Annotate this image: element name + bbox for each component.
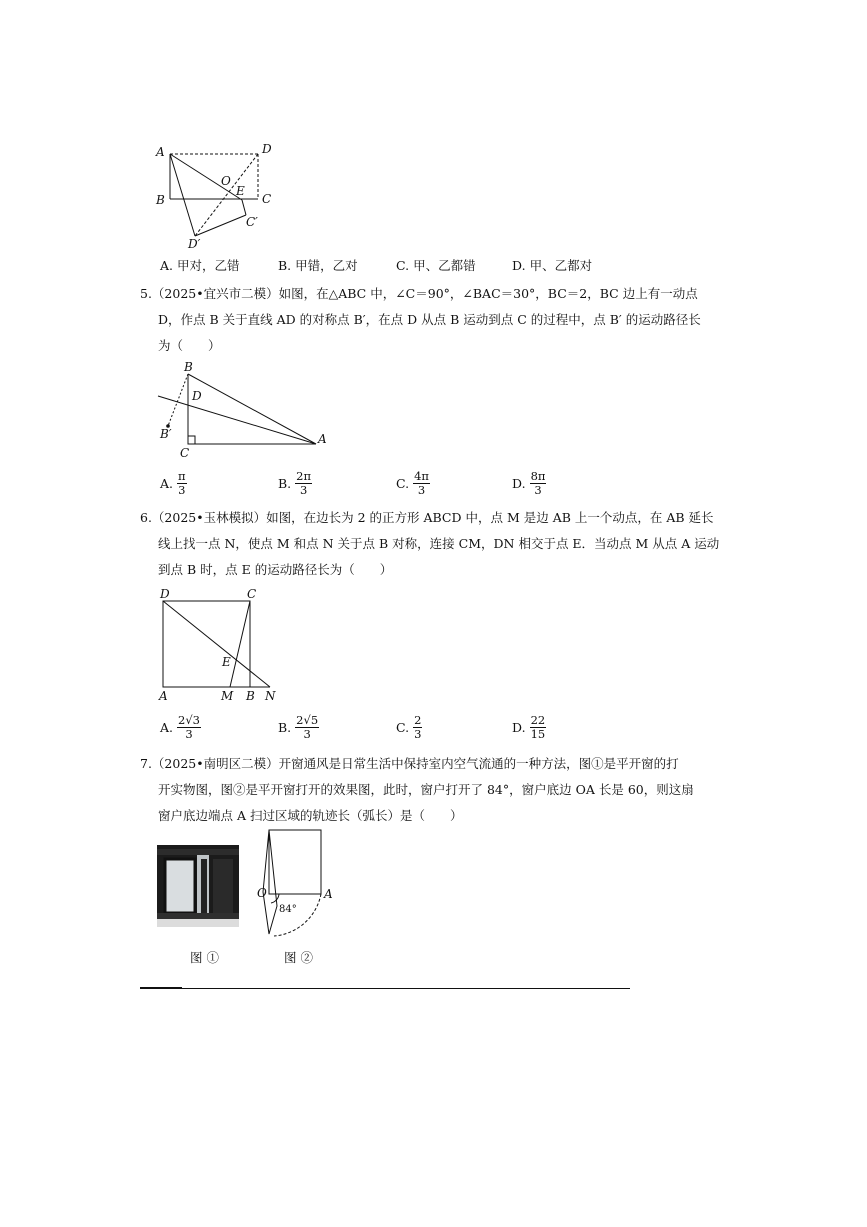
q6-label-B: B xyxy=(246,689,255,703)
q6-stem-line-2: 线上找一点 N，使点 M 和点 N 关于点 B 对称，连接 CM，DN 相交于点 E．当动点 M 从点 A 运动 xyxy=(158,536,720,551)
q5-label-Bp: B′ xyxy=(160,427,172,441)
q4-option-c: C. 甲、乙都错 xyxy=(396,257,476,273)
q7-window-photo xyxy=(157,845,239,927)
q6-option-d: D. $\frac{22}{15}$ xyxy=(512,713,546,741)
q4-option-d: D. 甲、乙都对 xyxy=(512,257,593,273)
q4-option-b: B. 甲错，乙对 xyxy=(278,257,358,273)
q4-label-Cp: C′ xyxy=(246,215,258,229)
q7-stem-line-2: 开实物图，图②是平开窗打开的效果图，此时，窗户打开了 84°，窗户底边 OA 长是 60，则这扇 xyxy=(158,782,694,797)
q6-label-C: C xyxy=(247,587,257,601)
page-divider-accent xyxy=(140,987,182,989)
q7-label-O: O xyxy=(257,886,267,900)
q5-label-C: C xyxy=(180,446,190,460)
q7-label-A: A xyxy=(324,887,333,901)
q4-option-a: A. 甲对，乙错 xyxy=(160,257,240,273)
q6-option-a: A. $\frac{2√3}{3}$ xyxy=(160,713,200,741)
q5-label-A: A xyxy=(318,432,327,446)
q6-stem-line-1: 6.（2025•玉林模拟）如图，在边长为 2 的正方形 ABCD 中，点 M 是边 AB 上一个动点，在 AB 延长 xyxy=(140,510,714,525)
q4-label-C: C xyxy=(262,192,272,206)
q5-option-b: B. $\frac{2\pi}{3}$ xyxy=(278,469,312,497)
q4-figure xyxy=(150,140,280,250)
q5-stem-line-1: 5.（2025•宜兴市二模）如图，在△ABC 中，∠C＝90°，∠BAC＝30°，BC＝2，BC 边上有一动点 xyxy=(140,286,698,301)
q5-label-D: D xyxy=(192,389,202,403)
q6-figure xyxy=(150,585,290,705)
q5-stem-line-3: 为（ ） xyxy=(158,338,221,353)
q7-stem-line-3: 窗户底边端点 A 扫过区域的轨迹长（弧长）是（ ） xyxy=(158,808,463,823)
q6-option-c: C. $\frac{2}{3}$ xyxy=(396,713,422,741)
q6-stem-line-3: 到点 B 时，点 E 的运动路径长为（ ） xyxy=(158,562,393,577)
q7-caption-fig2: 图 ② xyxy=(284,950,313,965)
q7-stem-line-1: 7.（2025•南明区二模）开窗通风是日常生活中保持室内空气流通的一种方法，图①是平开窗的打 xyxy=(140,756,679,771)
q4-label-O: O xyxy=(221,174,231,188)
q6-label-A: A xyxy=(159,689,168,703)
q4-label-D: D xyxy=(262,142,272,156)
q6-label-E: E xyxy=(222,655,231,669)
q5-option-d: D. $\frac{8\pi}{3}$ xyxy=(512,469,546,497)
q5-option-a: A. $\frac{\pi}{3}$ xyxy=(160,469,186,497)
q4-label-B: B xyxy=(156,193,165,207)
q4-label-A: A xyxy=(156,145,165,159)
q4-label-E: E xyxy=(236,184,245,198)
q7-caption-fig1: 图 ① xyxy=(190,950,219,965)
q6-label-N: N xyxy=(265,689,276,703)
page-divider xyxy=(140,988,630,989)
q5-stem-line-2: D，作点 B 关于直线 AD 的对称点 B′，在点 D 从点 B 运动到点 C 的过程中，点 B′ 的运动路径长 xyxy=(158,312,701,327)
q4-label-Dp: D′ xyxy=(188,237,201,250)
q7-label-angle: 84° xyxy=(279,904,297,915)
q6-option-b: B. $\frac{2√5}{3}$ xyxy=(278,713,319,741)
q6-label-D: D xyxy=(160,587,170,601)
q7-figure-2 xyxy=(255,826,345,941)
q5-option-c: C. $\frac{4\pi}{3}$ xyxy=(396,469,429,497)
q6-label-M: M xyxy=(221,689,234,703)
q5-figure xyxy=(152,360,342,460)
q5-label-B: B xyxy=(184,360,193,374)
